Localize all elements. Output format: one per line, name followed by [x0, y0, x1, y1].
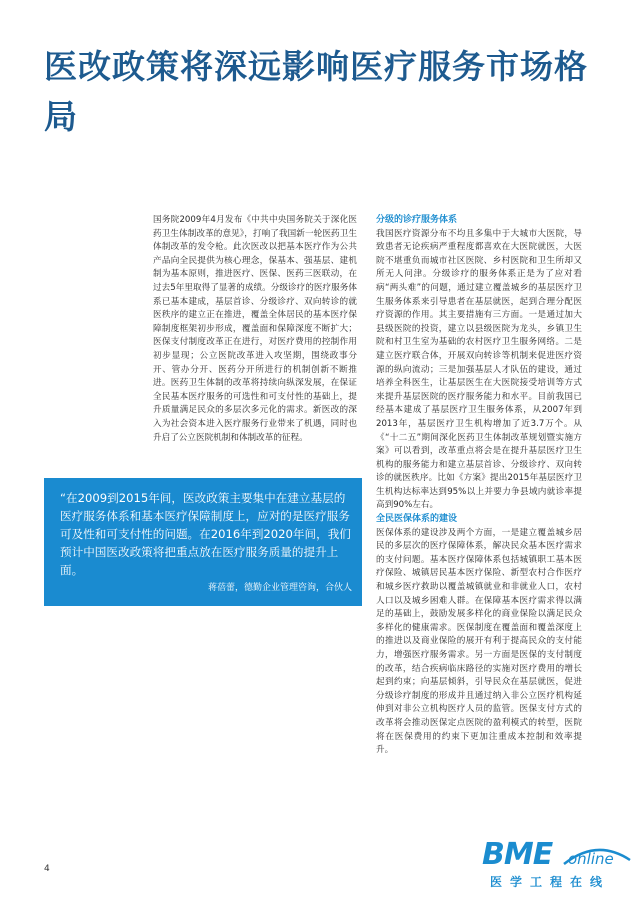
pull-quote-text: “在2009到2015年间，医改政策主要集中在建立基层的医疗服务体系和基本医疗保障制度上，应对的是医疗服务可及性和可支付性的问题。在2016年到2020年间，我们预计中国医改政策将把重点放在医疗服务质量的提升上面。 — [60, 491, 351, 577]
section-title-universal-insurance: 全民医保体系的建设 — [376, 514, 458, 525]
logo-subtitle: 医学工程在线 — [490, 875, 611, 889]
bme-online-logo — [482, 838, 632, 894]
pull-quote — [44, 478, 362, 606]
left-column — [153, 214, 357, 445]
section-body-universal-insurance: 医保体系的建设涉及两个方面，一是建立覆盖城乡居民的多层次的医疗保障体系，解决民众基本医疗需求的支付问题。基本医疗保障体系包括城镇职工基本医疗保险、城镇居民基本医疗保险、新型农村合作医疗和城乡医疗救助以覆盖城镇就业和非就业人口，农村人口以及城乡困难人群。在保障基本医疗需求得以满足的基础上，鼓励发展多样化的商业保险以满足民众多样化的健康需求。医保制度在覆盖面和覆盖深度上的推进以及商业保险的展开有利于提高民众的支付能力，增强医疗服务需求。另一方面是医保的支付制度的改革，结合疾病临床路径的实施对医疗费用的增长起到约束；向基层倾斜，引导民众在基层就医，促进分级诊疗制度的形成并且通过纳入非公立医疗机构延伸到对非公立机构医疗人员的监管。医保支付方式的改革将会推动医保定点医院的盈利模式的转型，医院将在医保费用的约束下更加注重成本控制和效率提升。 — [376, 527, 582, 756]
page-number: 4 — [44, 864, 50, 874]
section-body-tiered-care: 我国医疗资源分布不均且多集中于大城市大医院，导致患者无论疾病严重程度都喜欢在大医院就医，大医院不堪重负而城市社区医院、乡村医院和卫生所却又所无人问津。分级诊疗的服务体系正是为了应对看病“两头难”的问题，通过建立覆盖城乡的基层医疗卫生服务体系来引导患者在基层就医，起到合理分配医疗资源的作用。其主要措施有三方面。一是通过加大县级医院的投资，建立以县级医院为龙头，乡镇卫生院和村卫生室为基础的农村医疗卫生服务网络。二是建立医疗联合体，开展双向转诊等机制来促进医疗资源的纵向流动；三是加强基层人才队伍的建设，通过培养全科医生，让基层医生在大医院接受培训等方式来提升基层医院的医疗服务能力和水平。目前我国已经基本建成了基层医疗卫生服务体系，从2007年到2013年，基层医疗卫生机构增加了近3.7万个。从《“十二五”期间深化医药卫生体制改革规划暨实施方案》可以看到，改革重点将会是在提升基层医疗卫生机构的服务能力和建立基层首诊、分级诊疗、双向转诊的就医秩序。比如《方案》提出2015年基层医疗卫生机构达标率达到95%以上并要力争县域内就诊率提高到90%左右。 — [376, 228, 582, 511]
right-column — [376, 214, 582, 758]
logo-online-text: online — [568, 850, 614, 868]
page-title: 医改政策将深远影响医疗服务市场格局 — [44, 47, 588, 136]
left-column-body: 国务院2009年4月发布《中共中央国务院关于深化医药卫生体制改革的意见》，打响了我国新一轮医药卫生体制改革的发令枪。此次医改以把基本医疗作为公共产品向全民提供为核心理念，保基本、强基层、建机制为基本原则，推进医疗、医保、医药三医联动，在过去5年里取得了显著的成绩。分级诊疗的医疗服务体系已基本建成，基层首诊、分级诊疗、双向转诊的就医秩序的建立正在推进，覆盖全体居民的基本医疗保障制度框架初步形成，覆盖面和保障深度不断扩大；医保支付制度改革正在进行，对医疗费用的控制作用初步显现；公立医院改革进入攻坚期，围绕政事分开、管办分开、医药分开所进行的机制创新不断推进。医药卫生体制的改革将持续向纵深发展，在保证全民基本医疗服务的可选性和可支付性的基础上，提升质量满足民众的多层次多元化的需求。新医改的深入为社会资本进入医疗服务行业带来了机遇，同时也升启了公立医院机制和体制改革的征程。 — [153, 215, 357, 443]
pull-quote-author: 蒋蓓蕾，德勤企业管理咨询，合伙人 — [207, 583, 352, 593]
section-title-tiered-care: 分级的诊疗服务体系 — [376, 215, 458, 225]
logo-wordmark: BME — [482, 837, 553, 872]
